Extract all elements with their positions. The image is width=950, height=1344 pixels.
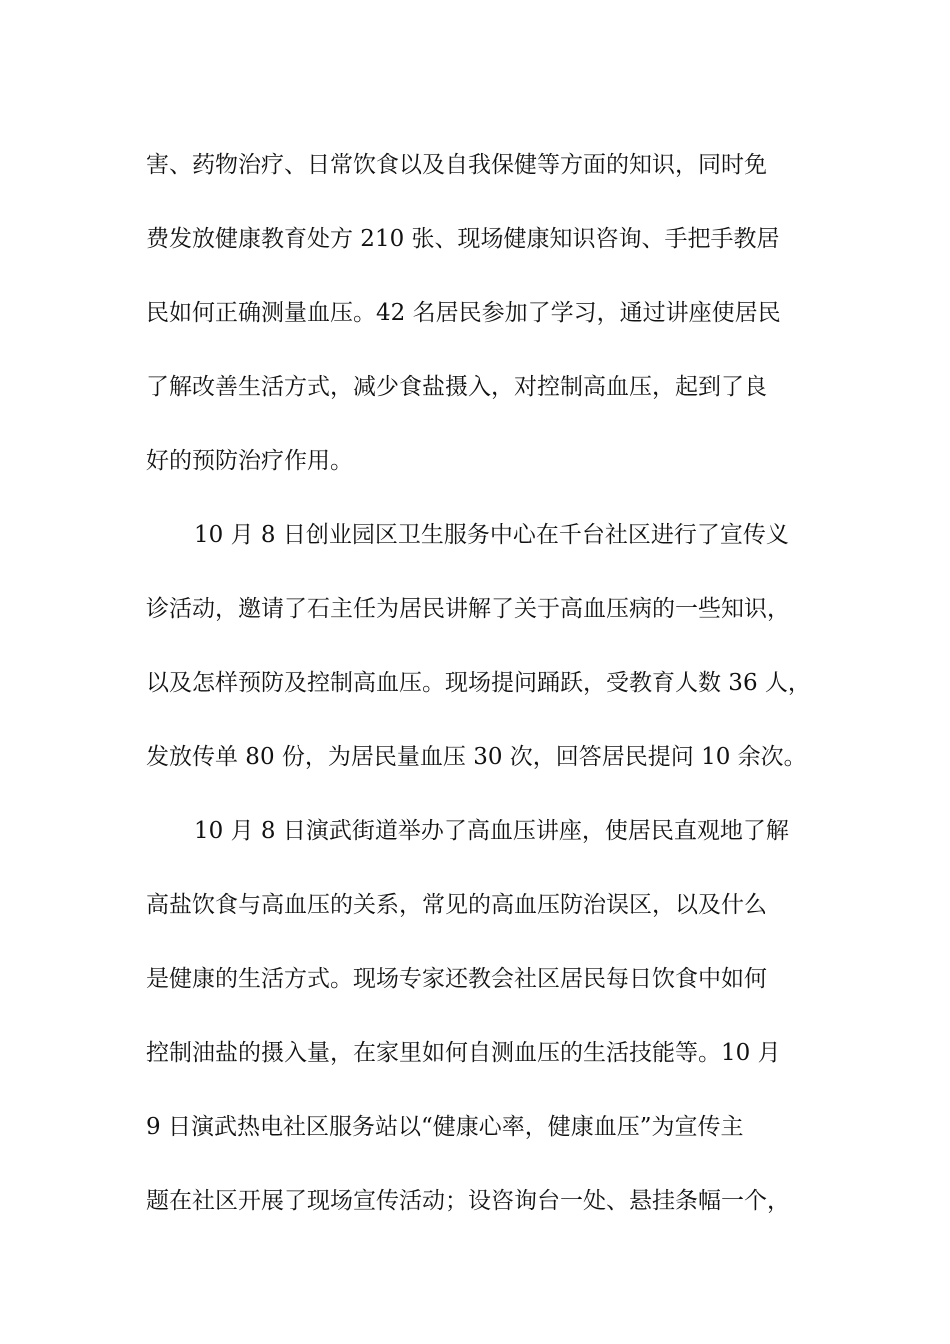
body-text — [146, 128, 816, 1238]
text-line: 是健康的生活方式。现场专家还教会社区居民每日饮食中如何 — [146, 966, 767, 992]
text-line: 诊活动，邀请了石主任为居民讲解了关于高血压病的一些知识， — [146, 596, 790, 622]
text-line: 了解改善生活方式，减少食盐摄入，对控制高血压，起到了良 — [146, 374, 767, 400]
text-line: 以及怎样预防及控制高血压。现场提问踊跃，受教育人数 36 人， — [146, 670, 811, 696]
text-line: 高盐饮食与高血压的关系，常见的高血压防治误区，以及什么 — [146, 892, 767, 918]
paragraph-start-line: 10 月 8 日创业园区卫生服务中心在千台社区进行了宣传义 — [194, 522, 789, 548]
text-line: 控制油盐的摄入量，在家里如何自测血压的生活技能等。10 月 — [146, 1040, 781, 1066]
text-line: 发放传单 80 份，为居民量血压 30 次，回答居民提问 10 余次。 — [146, 744, 807, 770]
text-line: 民如何正确测量血压。42 名居民参加了学习，通过讲座使居民 — [146, 300, 781, 326]
text-line: 费发放健康教育处方 210 张、现场健康知识咨询、手把手教居 — [146, 226, 780, 252]
text-line: 害、药物治疗、日常饮食以及自我保健等方面的知识，同时免 — [146, 152, 767, 178]
text-line: 题在社区开展了现场宣传活动；设咨询台一处、悬挂条幅一个， — [146, 1188, 790, 1214]
text-line: 好的预防治疗作用。 — [146, 448, 353, 474]
paragraph-start-line: 10 月 8 日演武街道举办了高血压讲座，使居民直观地了解 — [194, 818, 789, 844]
text-line: 9 日演武热电社区服务站以“健康心率，健康血压”为宣传主 — [146, 1114, 744, 1140]
